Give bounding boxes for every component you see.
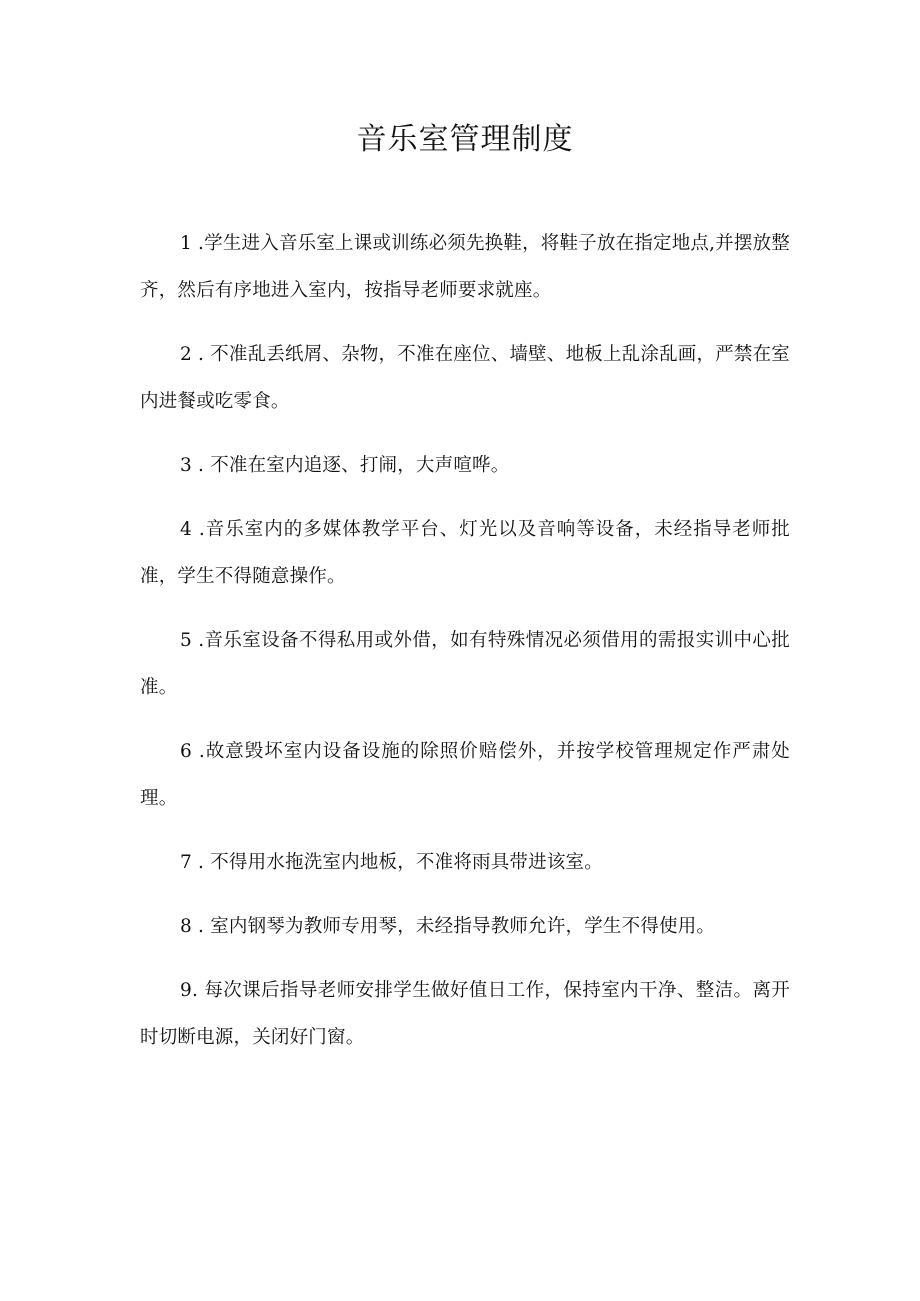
rule-item-8: 8 . 室内钢琴为教师专用琴，未经指导教师允许，学生不得使用。: [180, 916, 716, 937]
rule-item-4: 4 .音乐室内的多媒体教学平台、灯光以及音响等设备，未经指导老师批准，学生不得随意操作。: [140, 519, 790, 587]
rule-item-7: 7 . 不得用水拖洗室内地板，不准将雨具带进该室。: [180, 852, 603, 873]
rule-item-1: 1 .学生进入音乐室上课或训练必须先换鞋，将鞋子放在指定地点,并摆放整齐，然后有序地进入室内，按指导老师要求就座。: [140, 233, 790, 301]
rule-item-2: 2 . 不准乱丢纸屑、杂物，不准在座位、墙壁、地板上乱涂乱画，严禁在室内进餐或吃零食。: [140, 344, 790, 412]
rule-item-5: 5 .音乐室设备不得私用或外借，如有特殊情况必须借用的需报实训中心批准。: [140, 630, 790, 698]
page-title: 音乐室管理制度: [356, 122, 574, 157]
rule-item-6: 6 .故意毁坏室内设备设施的除照价赔偿外，并按学校管理规定作严肃处理。: [140, 741, 790, 809]
rule-item-9: 9. 每次课后指导老师安排学生做好值日工作，保持室内干净、整洁。离开时切断电源，关闭好门窗。: [140, 980, 790, 1048]
rules-list: [140, 220, 790, 1061]
rule-item-3: 3 . 不准在室内追逐、打闹，大声喧哗。: [180, 455, 510, 476]
